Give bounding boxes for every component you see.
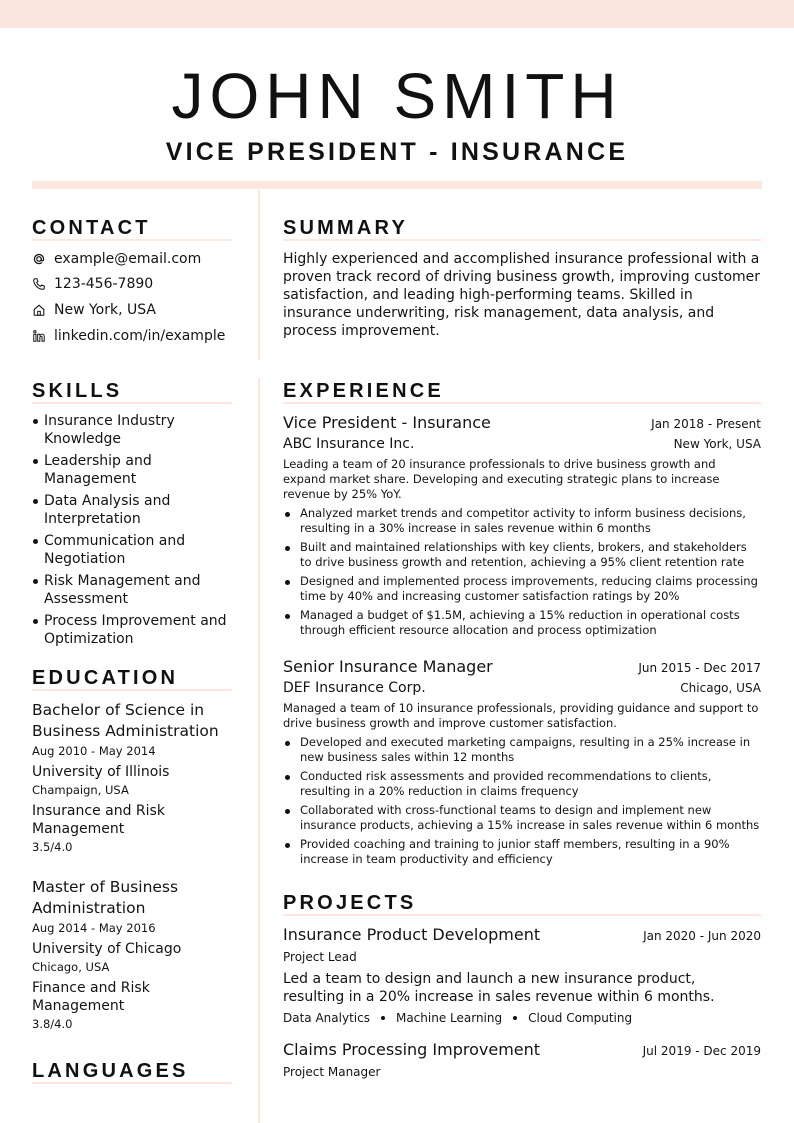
education-dates: Aug 2010 - May 2014 — [32, 744, 156, 758]
at-icon — [32, 252, 46, 266]
project-title: Claims Processing Improvement — [283, 1040, 541, 1059]
contact-phone[interactable] — [32, 274, 242, 294]
header-divider — [32, 181, 762, 189]
list-item: Provided coaching and training to junior staff members, resulting in a 90% increase in team productivity and efficiency — [283, 837, 761, 867]
job-entry — [283, 656, 761, 871]
project-description: Led a team to design and launch a new insurance product, resulting in a 20% increase in sales revenue within 6 months. — [283, 971, 715, 1005]
education-focus: Finance and Risk Management — [32, 980, 150, 1014]
degree: Master of Business Administration — [32, 878, 179, 917]
education-dates: Aug 2014 - May 2016 — [32, 921, 156, 935]
project-tags — [283, 1009, 761, 1027]
job-description: Managed a team of 10 insurance professionals, providing guidance and support to drive business growth and improve customer satisfaction. — [283, 701, 759, 730]
contact-location-text: New York, USA — [54, 302, 156, 318]
education-entry — [32, 877, 242, 1036]
gpa: 3.5/4.0 — [32, 840, 73, 854]
education-focus: Insurance and Risk Management — [32, 803, 165, 837]
company-name: DEF Insurance Corp. — [283, 680, 426, 696]
home-icon — [32, 303, 46, 317]
languages-rule — [32, 1082, 232, 1084]
column-divider-bottom — [258, 378, 260, 1123]
education-rule — [32, 689, 232, 691]
school-name: University of Illinois — [32, 764, 170, 780]
job-location: Chicago, USA — [680, 681, 761, 695]
top-accent-bar — [0, 0, 794, 28]
phone-icon — [32, 277, 46, 291]
project-tag: Cloud Computing — [528, 1011, 633, 1025]
contact-phone-text: 123-456-7890 — [54, 276, 154, 292]
list-item: Risk Management and Assessment — [32, 572, 242, 608]
gpa: 3.8/4.0 — [32, 1017, 73, 1031]
summary-text: Highly experienced and accomplished insurance professional with a proven track record of driving business growth, improving customer satisfaction, and leading high-performing teams. Skilled in insurance underwriting, risk management, data analysis, and process improvement. — [283, 251, 761, 339]
list-item: Data Analysis and Interpretation — [32, 492, 242, 528]
skills-list — [32, 412, 242, 652]
list-item: Conducted risk assessments and provided recommendations to clients, resulting in a 20% reduction in claims frequency — [283, 769, 761, 799]
tag-separator — [513, 1016, 517, 1020]
list-item: Leadership and Management — [32, 452, 242, 488]
project-role: Project Lead — [283, 950, 357, 964]
tag-separator — [381, 1016, 385, 1020]
list-item: Insurance Industry Knowledge — [32, 412, 242, 448]
project-dates: Jan 2020 - Jun 2020 — [643, 929, 761, 943]
job-dates: Jan 2018 - Present — [651, 417, 761, 431]
candidate-role: VICE PRESIDENT - INSURANCE — [165, 138, 629, 166]
contact-email-text: example@email.com — [54, 251, 202, 267]
education-heading: EDUCATION — [32, 667, 179, 689]
job-title: Senior Insurance Manager — [283, 657, 493, 676]
job-location: New York, USA — [673, 437, 761, 451]
skills-heading: SKILLS — [32, 380, 123, 402]
project-entry — [283, 924, 761, 1027]
job-dates: Jun 2015 - Dec 2017 — [638, 661, 761, 675]
list-item: Process Improvement and Optimization — [32, 612, 242, 648]
project-entry — [283, 1039, 761, 1081]
project-tag: Machine Learning — [395, 1011, 503, 1025]
school-location: Champaign, USA — [32, 783, 129, 797]
job-description: Leading a team of 20 insurance professionals to drive business growth and expand market share. Developing and executing strategic plans to increase revenue by 25% YoY. — [283, 457, 720, 501]
school-name: University of Chicago — [32, 941, 182, 957]
projects-heading: PROJECTS — [283, 892, 417, 914]
summary-heading: SUMMARY — [283, 217, 408, 239]
column-divider-top — [258, 190, 260, 360]
project-tag: Data Analytics — [283, 1011, 370, 1025]
list-item: Communication and Negotiation — [32, 532, 242, 568]
list-item: Analyzed market trends and competitor activity to inform business decisions, resulting in a 30% increase in sales revenue within 6 months — [283, 506, 761, 536]
project-title: Insurance Product Development — [283, 925, 541, 944]
projects-rule — [283, 914, 761, 916]
job-bullets — [283, 506, 761, 638]
degree: Bachelor of Science in Business Administration — [32, 701, 219, 740]
list-item: Developed and executed marketing campaigns, resulting in a 25% increase in new business sales within 12 months — [283, 735, 761, 765]
languages-heading: LANGUAGES — [32, 1060, 189, 1082]
contact-rule — [32, 239, 232, 241]
contact-email[interactable] — [32, 249, 242, 269]
project-dates: Jul 2019 - Dec 2019 — [642, 1044, 761, 1058]
skills-rule — [32, 402, 232, 404]
list-item: Built and maintained relationships with key clients, brokers, and stakeholders to drive business growth and retention, achieving a 95% client retention rate — [283, 540, 761, 570]
contact-heading: CONTACT — [32, 217, 151, 239]
experience-heading: EXPERIENCE — [283, 380, 444, 402]
contact-linkedin-text: linkedin.com/in/example — [54, 328, 226, 344]
experience-rule — [283, 402, 761, 404]
contact-linkedin[interactable] — [32, 326, 242, 346]
list-item: Designed and implemented process improvements, reducing claims processing time by 40% and increasing customer satisfaction ratings by 20% — [283, 574, 761, 604]
job-entry — [283, 412, 761, 642]
job-bullets — [283, 735, 761, 867]
linkedin-icon — [32, 329, 46, 343]
job-title: Vice President - Insurance — [283, 413, 491, 432]
summary-rule — [283, 239, 761, 241]
school-location: Chicago, USA — [32, 960, 110, 974]
education-entry — [32, 700, 242, 859]
list-item: Managed a budget of $1.5M, achieving a 15% reduction in operational costs through efficient resource allocation and process optimization — [283, 608, 761, 638]
list-item: Collaborated with cross-functional teams to design and implement new insurance products, achieving a 15% increase in sales revenue within 6 months — [283, 803, 761, 833]
contact-location — [32, 300, 242, 320]
candidate-name: JOHN SMITH — [171, 60, 623, 132]
company-name: ABC Insurance Inc. — [283, 436, 415, 452]
project-role: Project Manager — [283, 1065, 381, 1079]
